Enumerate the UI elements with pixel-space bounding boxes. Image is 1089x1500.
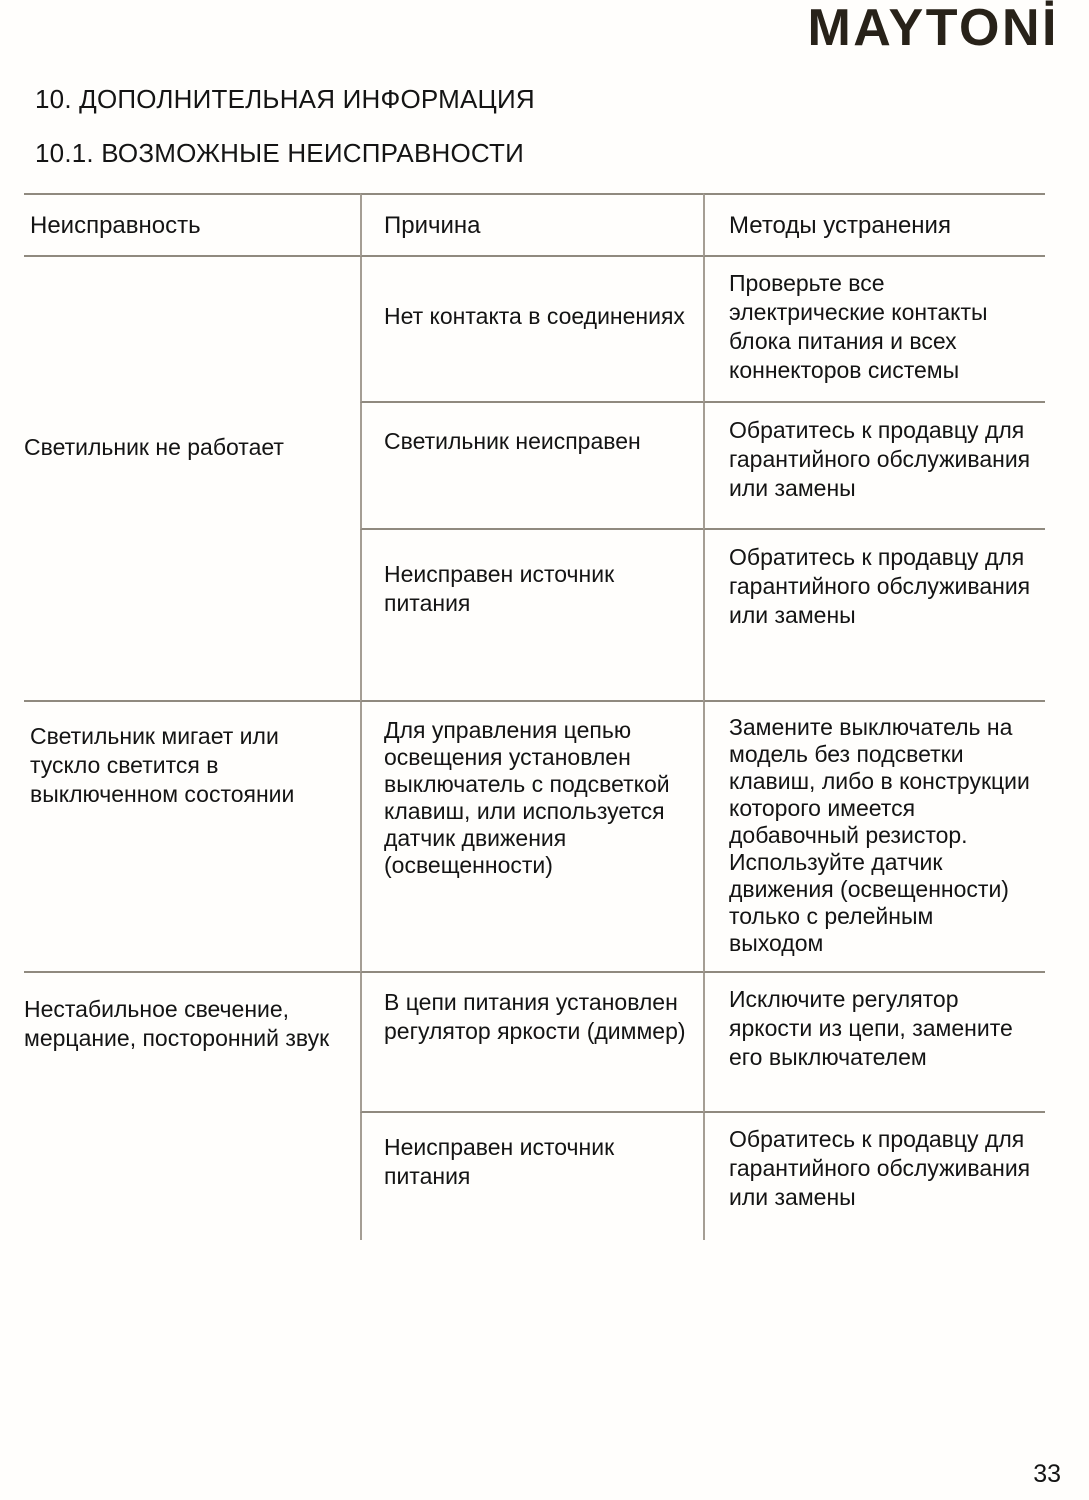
column-header-fault: Неисправность (24, 193, 360, 257)
page-number: 33 (1033, 1460, 1061, 1488)
solution-cell: Обратитесь к продавцу для гарантийного обслуживания или замены (703, 530, 1045, 702)
maytoni-logo: MAYTONİ (807, 0, 1059, 57)
cause-cell: Светильник неисправен (360, 403, 703, 530)
column-header-solution: Методы устранения (703, 193, 1045, 257)
subsection-heading: 10.1. ВОЗМОЖНЫЕ НЕИСПРАВНОСТИ (35, 138, 524, 168)
solution-cell: Проверьте все электрические контакты блока питания и всех коннекторов системы (703, 257, 1045, 403)
cause-cell: Нет контакта в соединениях (360, 257, 703, 403)
solution-cell: Исключите регулятор яркости из цепи, замените его выключателем (703, 973, 1045, 1113)
column-header-cause: Причина (360, 193, 703, 257)
section-heading: 10. ДОПОЛНИТЕЛЬНАЯ ИНФОРМАЦИЯ (35, 84, 535, 114)
fault-cell: Нестабильное свечение, мерцание, посторонний звук (24, 996, 330, 1051)
solution-cell: Обратитесь к продавцу для гарантийного обслуживания или замены (703, 403, 1045, 530)
solution-cell: Обратитесь к продавцу для гарантийного обслуживания или замены (703, 1113, 1045, 1240)
cause-cell: Неисправен источник питания (360, 530, 703, 702)
solution-cell: Замените выключатель на модель без подсветки клавиш, либо в конструкции которого имеется добавочный резистор. Используйте датчик движения (освещенности) только с релейным выходом (703, 702, 1045, 973)
cause-cell: Для управления цепью освещения установлен выключатель с подсветкой клавиш, или используется датчик движения (освещенности) (360, 702, 703, 973)
cause-cell: Неисправен источник питания (360, 1113, 703, 1240)
fault-cell: Светильник мигает или тускло светится в выключенном состоянии (24, 702, 360, 973)
fault-cell: Светильник не работает (24, 257, 360, 702)
cause-cell: В цепи питания установлен регулятор яркости (диммер) (360, 973, 703, 1113)
faults-table (24, 193, 1045, 1240)
